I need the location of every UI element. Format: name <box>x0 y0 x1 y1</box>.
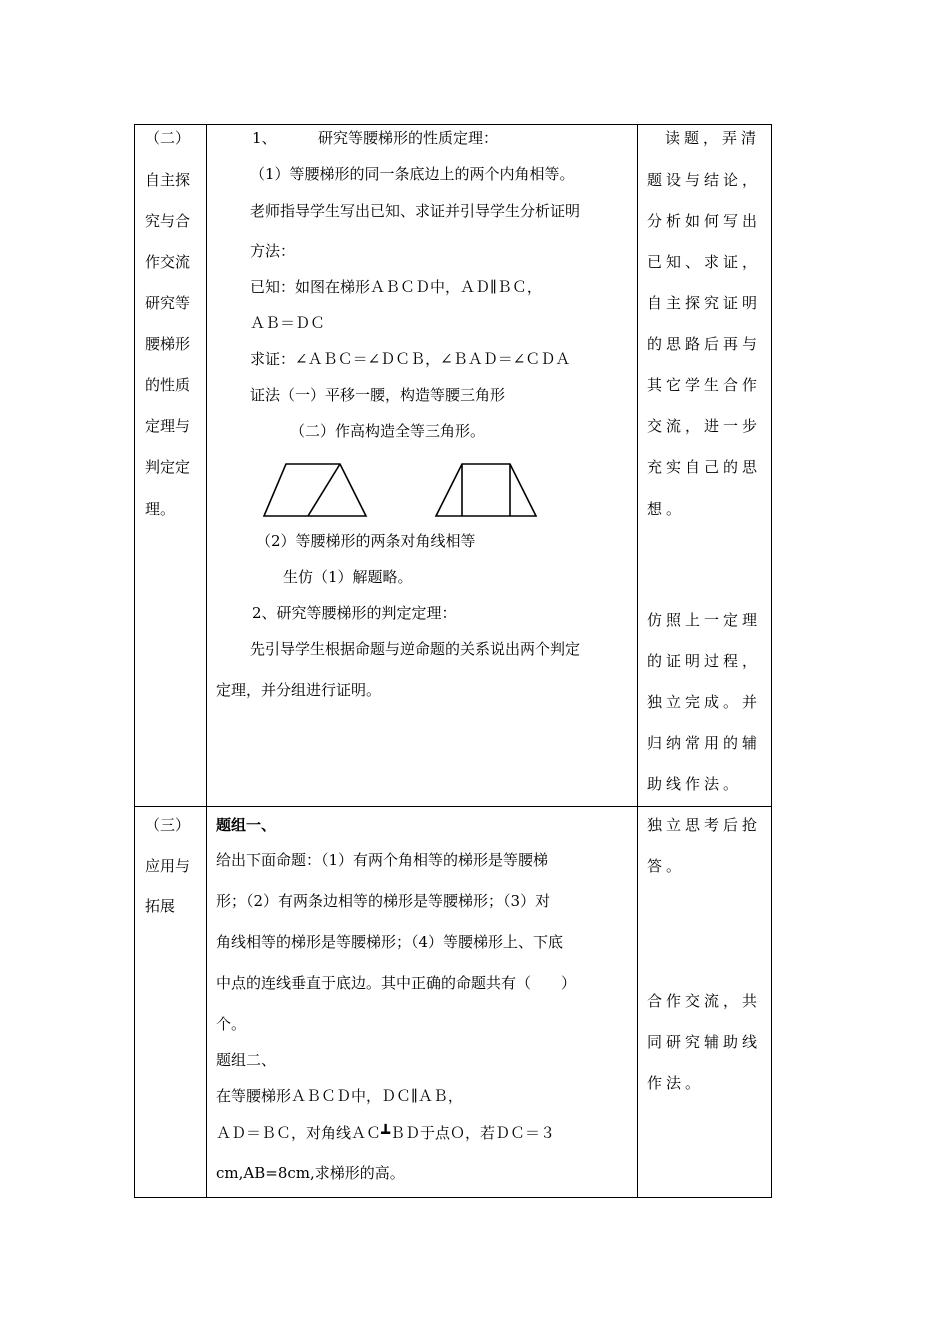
trapezoid-translate-leg-figure <box>262 462 382 520</box>
item2-title: 2、研究等腰梯形的判定定理： <box>252 604 457 622</box>
section2-label-1: （二） <box>145 129 191 147</box>
activity-a-7: 其它学生合作 <box>647 376 762 394</box>
group2-title: 题组二、 <box>216 1051 277 1069</box>
activity-a-8: 交流，进一步 <box>647 417 762 435</box>
group2-question-line1: 在等腰梯形ＡＢＣＤ中，ＤＣ∥ＡＢ， <box>216 1087 463 1105</box>
section2-label-2: 自主探 <box>145 171 191 189</box>
proof-method-2: （二）作高构造全等三角形。 <box>290 422 486 440</box>
trapezoid-outline <box>436 464 536 516</box>
proof-method-1: 证法（一）平移一腰，构造等腰三角形 <box>250 386 506 404</box>
activity-a-3: 分析如何写出 <box>647 212 762 230</box>
activity-a-2: 题设与结论， <box>647 171 762 189</box>
activity-b-2: 的证明过程， <box>647 652 762 670</box>
section2-label-8: 定理与 <box>145 417 191 435</box>
teacher-guide-line1: 老师指导学生写出已知、求证并引导学生分析证明 <box>250 202 581 220</box>
activity-a-5: 自主探究证明 <box>647 294 762 312</box>
activity3-b-1: 合作交流，共 <box>647 992 762 1010</box>
section3-label-3: 拓展 <box>145 897 176 915</box>
section2-label-9: 判定定 <box>145 458 191 476</box>
activity-b-4: 归纳常用的辅 <box>647 734 762 752</box>
given-line1: 已知：如图在梯形ＡＢＣＤ中，ＡＤ∥ＢＣ， <box>250 278 542 296</box>
group2-question-line2: ＡＤ＝ＢＣ，对角线ＡＣ┻ＢＤ于点Ｏ，若ＤＣ＝３ <box>216 1124 556 1142</box>
item1-title: 研究等腰梯形的性质定理： <box>318 129 499 147</box>
section3-label-1: （三） <box>145 816 191 834</box>
activity-b-5: 助线作法。 <box>647 775 743 793</box>
group1-question-line3: 角线相等的梯形是等腰梯形；（4）等腰梯形上、下底 <box>216 933 564 951</box>
activity3-a-2: 答。 <box>647 857 686 875</box>
group1-question-line5: 个。 <box>216 1015 247 1033</box>
section2-label-4: 作交流 <box>145 253 191 271</box>
activity3-a-1: 独立思考后抢 <box>647 816 762 834</box>
section2-label-6: 腰梯形 <box>145 335 191 353</box>
section2-label-5: 研究等 <box>145 294 191 312</box>
activity-b-1: 仿照上一定理 <box>647 611 762 629</box>
section2-label-3: 究与合 <box>145 212 191 230</box>
column-divider-2 <box>637 124 638 1198</box>
activity-a-9: 充实自己的思 <box>647 458 762 476</box>
teacher-guide-line2: 方法： <box>250 242 296 260</box>
section2-label-10: 理。 <box>145 500 176 518</box>
trapezoid-heights-figure <box>434 462 540 520</box>
item1-number: 1、 <box>252 129 277 147</box>
section2-label-7: 的性质 <box>145 376 191 394</box>
activity-a-6: 的思路后再与 <box>647 335 762 353</box>
activity-a-4: 已知、求证， <box>647 253 762 271</box>
property-2: （2）等腰梯形的两条对角线相等 <box>256 532 476 550</box>
student-imitate: 生仿（1）解题略。 <box>283 568 413 586</box>
group1-title: 题组一、 <box>216 816 277 834</box>
row-divider <box>134 806 772 807</box>
activity3-b-3: 作法。 <box>647 1074 705 1092</box>
group1-question-line4: 中点的连线垂直于底边。其中正确的命题共有（ ） <box>216 974 577 992</box>
prove-statement: 求证：∠ＡＢＣ＝∠ＤＣＢ，∠ＢＡＤ＝∠ＣＤＡ <box>250 350 571 368</box>
activity-b-3: 独立完成。并 <box>647 693 762 711</box>
activity-a-1: 读题，弄清 <box>665 129 761 147</box>
judgement-line2: 定理，并分组进行证明。 <box>216 681 382 699</box>
given-line2: ＡＢ＝ＤＣ <box>250 314 326 332</box>
group1-question-line1: 给出下面命题：（1）有两个角相等的梯形是等腰梯 <box>216 851 549 869</box>
group1-question-line2: 形；（2）有两条边相等的梯形是等腰梯形；（3）对 <box>216 892 551 910</box>
group2-question-line3: cm,AB=8cm,求梯形的高。 <box>216 1164 405 1182</box>
judgement-line1: 先引导学生根据命题与逆命题的关系说出两个判定 <box>250 640 581 658</box>
translated-leg-line <box>308 464 340 516</box>
property-1: （1）等腰梯形的同一条底边上的两个内角相等。 <box>250 165 575 183</box>
section3-label-2: 应用与 <box>145 857 191 875</box>
activity3-b-2: 同研究辅助线 <box>647 1033 762 1051</box>
column-divider-1 <box>206 124 207 1198</box>
trapezoid-outline <box>264 464 366 516</box>
activity-a-10: 想。 <box>647 500 686 518</box>
